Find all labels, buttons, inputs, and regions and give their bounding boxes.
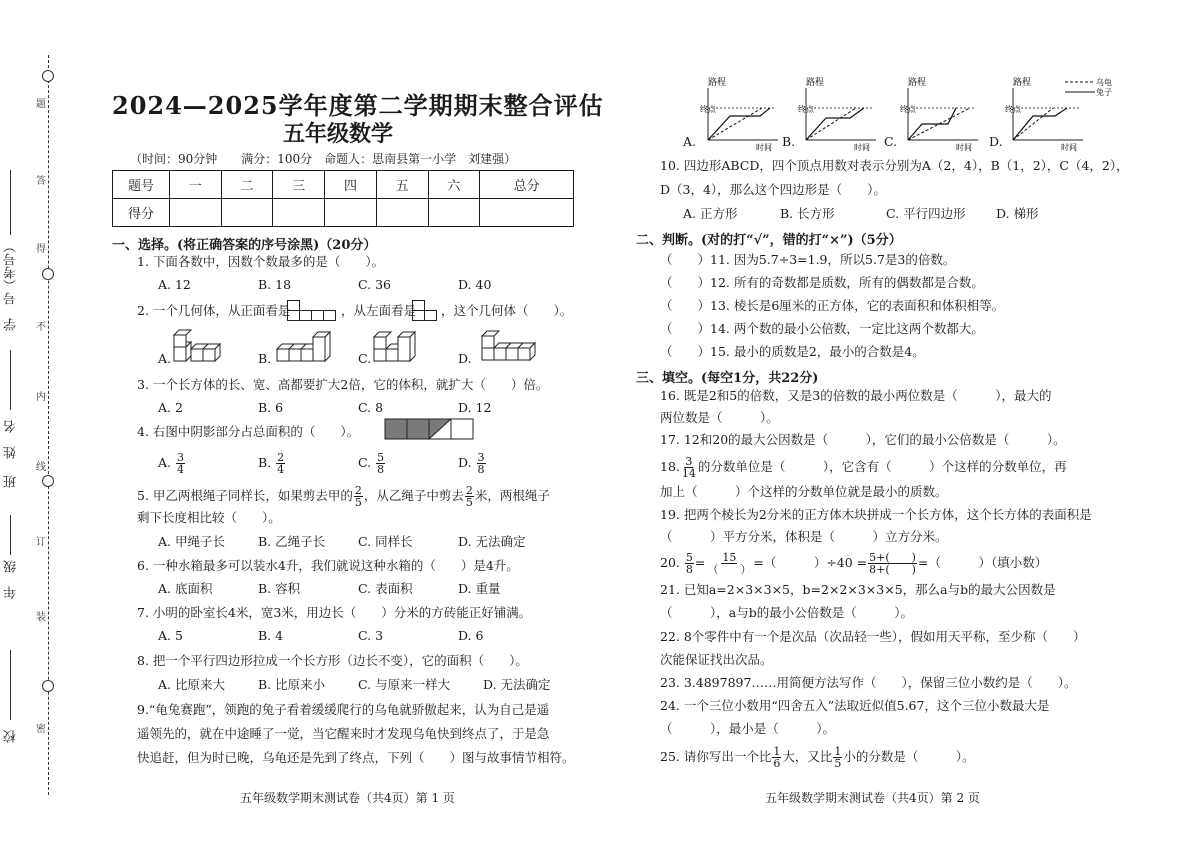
side-label-grade: 年 级: [4, 560, 19, 599]
q4-option-a[interactable]: [158, 452, 186, 475]
fill-19-line-1: 19. 把两个棱长为2分米的正方体木块拼成一个长方体，这个长方体的表面积是: [660, 507, 1092, 522]
fill-18-line-1: [660, 456, 1067, 479]
q1-option-c[interactable]: C. 36: [358, 277, 391, 292]
school-blank-line: [10, 650, 11, 720]
gutter-char: 密: [36, 724, 46, 735]
score-cell[interactable]: [428, 199, 480, 227]
graph-x-label: 时间: [756, 143, 772, 152]
denominator: 14: [681, 467, 696, 480]
q10-option-c[interactable]: C. 平行四边形: [886, 206, 966, 221]
fill-24-line-1: 24. 一个三位小数用“四舍五入”法取近似值5.67，这个三位小数最大是: [660, 698, 1050, 713]
score-cell[interactable]: [273, 199, 325, 227]
score-table-score-row: [113, 199, 574, 227]
q2-solid-d: [480, 330, 540, 368]
fill-25-text-a: 25. 请你写出一个比: [660, 749, 772, 764]
graph-y-label: 路程: [1013, 78, 1032, 88]
binding-hole: [42, 475, 54, 487]
side-label-student-id: 学 号（考号）: [4, 240, 19, 331]
q4-option-letter: B.: [258, 455, 272, 470]
page-footer-right: 五年级数学期末测试卷（共4页）第 2 页: [765, 791, 980, 805]
gutter-char: 线: [36, 462, 46, 473]
q4-option-b[interactable]: [258, 452, 286, 475]
graph-x-label: 时间: [956, 143, 972, 152]
fraction: [833, 746, 842, 769]
score-table-header-row: [113, 171, 574, 199]
gutter-char: 订: [36, 537, 46, 548]
question-9-line-3: 快追赶，但为时已晚，乌龟还是先到了终点，下列（ ）图与故事情节相符。: [137, 750, 575, 765]
judge-12[interactable]: （ ）12. 所有的奇数都是质数，所有的偶数都是合数。: [660, 275, 984, 290]
denominator: 8: [377, 463, 385, 476]
fill-21-line-2: （ ），a与b的最小公倍数是（ ）。: [660, 605, 913, 620]
q2-option-d[interactable]: D.: [458, 351, 472, 366]
score-cell[interactable]: [221, 199, 273, 227]
q4-option-d[interactable]: [458, 452, 487, 475]
graph-d: [1005, 76, 1115, 151]
q7-option-b[interactable]: B. 4: [258, 628, 284, 643]
binding-hole: [42, 680, 54, 692]
score-table-col: 六: [428, 171, 480, 199]
fill-17: 17. 12和20的最大公因数是（ ），它们的最小公倍数是（ ）。: [660, 432, 1066, 447]
left-view-figure: [412, 300, 440, 322]
denominator: 5: [834, 757, 842, 770]
fill-22-line-1: 22. 8个零件中有一个是次品（次品轻一些），假如用天平称，至少称（ ）: [660, 629, 1086, 644]
question-2-part-c: ，这个几何体（ ）。: [441, 303, 573, 318]
q4-option-letter: C.: [358, 455, 372, 470]
graph-y-label: 路程: [708, 78, 727, 88]
grade-blank-line: [10, 515, 11, 555]
fill-18-text: 的分数单位是（ ），它含有（ ）个这样的分数单位，再: [697, 459, 1067, 474]
q3-option-d[interactable]: D. 12: [458, 400, 492, 415]
q2-option-b[interactable]: B.: [258, 351, 272, 366]
fraction: [772, 746, 781, 769]
fill-21-line-1: 21. 已知a=2×3×3×5，b=2×2×3×3×5，那么a与b的最大公因数是: [660, 582, 1056, 597]
fraction: [868, 552, 917, 575]
denominator: 5: [354, 496, 362, 509]
question-2-part-a: 2. 一个几何体，从正面看是: [137, 303, 291, 318]
q3-option-c[interactable]: C. 8: [358, 400, 384, 415]
q2-solid-c: [372, 333, 432, 367]
numerator: 3: [685, 455, 693, 468]
question-9-line-2: 遥领先的，就在中途睡了一觉，当它醒来时才发现乌龟快到终点了，于是急: [137, 726, 550, 741]
section-2-heading: 二、判断。(对的打“√”，错的打“×”)（5分）: [636, 233, 902, 248]
fill-23: 23. 3.4897897……用简便方法写作（ ），保留三位小数约是（ ）。: [660, 675, 1077, 690]
numerator: 5: [377, 451, 385, 464]
fill-18-line-2: 加上（ ）个这样的分数单位就是最小的质数。: [660, 484, 948, 499]
fill-20-tail: =（ ）（填小数）: [917, 555, 1048, 570]
score-cell[interactable]: [480, 199, 574, 227]
gutter-char: 题: [36, 99, 46, 110]
page-footer-left: 五年级数学期末测试卷（共4页）第 1 页: [240, 791, 455, 805]
graph-end-label: 终点: [1005, 105, 1021, 114]
denominator: 5: [465, 496, 473, 509]
q1-option-d[interactable]: D. 40: [458, 277, 492, 292]
fill-25: [660, 746, 975, 769]
score-table-col: 总分: [480, 171, 574, 199]
binding-hole: [42, 268, 54, 280]
graph-y-label: 路程: [806, 78, 825, 88]
judge-11[interactable]: （ ）11. 因为5.7÷3=1.9，所以5.7是3的倍数。: [660, 252, 956, 267]
fraction: [685, 552, 694, 575]
section-3-heading: 三、填空。(每空1分，共22分): [636, 371, 819, 386]
fraction: [376, 452, 385, 475]
denominator: 6: [773, 757, 781, 770]
graph-end-label: 终点: [700, 105, 716, 114]
q8-option-d[interactable]: D. 无法确定: [483, 677, 551, 692]
graph-option-a[interactable]: A.: [683, 134, 697, 149]
fraction: [276, 452, 285, 475]
score-table-col: 一: [170, 171, 222, 199]
q4-option-c[interactable]: [358, 452, 386, 475]
score-table-label: 得分: [113, 199, 170, 227]
graph-end-label: 终点: [798, 105, 814, 114]
judge-15[interactable]: （ ）15. 最小的质数是2，最小的合数是4。: [660, 344, 925, 359]
graph-x-label: 时间: [854, 143, 870, 152]
side-label-school: 校: [4, 730, 19, 743]
graph-c: [900, 76, 985, 151]
id-blank-line: [10, 170, 11, 235]
score-cell[interactable]: [170, 199, 222, 227]
fill-19-line-2: （ ）平方分米，体积是（ ）立方分米。: [660, 529, 948, 544]
question-10-line-2: D（3，4），那么这个四边形是（ ）。: [660, 182, 886, 197]
judge-14[interactable]: （ ）14. 两个数的最小公倍数，一定比这两个数都大。: [660, 321, 984, 336]
numerator: 5+( ): [869, 551, 916, 564]
fill-20-number: 20.: [660, 555, 680, 570]
q5-text-a: 5. 甲乙两根绳子同样长，如果剪去甲的: [137, 488, 353, 503]
q6-option-c[interactable]: C. 表面积: [358, 581, 413, 596]
q5-option-b[interactable]: B. 乙绳子长: [258, 534, 326, 549]
denominator: 4: [177, 463, 184, 476]
legend-turtle: 乌龟: [1096, 78, 1112, 87]
numerator: 3: [477, 451, 485, 464]
q3-option-b[interactable]: B. 6: [258, 400, 284, 415]
denominator: 8+( ): [869, 563, 916, 576]
q4-option-letter: D.: [458, 455, 472, 470]
q10-option-b[interactable]: B. 长方形: [780, 206, 835, 221]
q2-option-c[interactable]: C.: [358, 351, 372, 366]
graph-option-d[interactable]: D.: [989, 134, 1003, 149]
gutter-char: 得: [36, 244, 46, 255]
q8-option-c[interactable]: C. 与原来一样大: [358, 677, 451, 692]
q2-option-a[interactable]: A.: [158, 351, 172, 366]
q1-option-b[interactable]: B. 18: [258, 277, 292, 292]
question-8: 8. 把一个平行四边形拉成一个长方形（边长不变），它的面积（ ）。: [137, 653, 528, 668]
numerator: 5: [685, 551, 693, 564]
fill-18-number: 18.: [660, 459, 680, 474]
fill-25-text-c: 小的分数是（ ）。: [843, 749, 975, 764]
denominator: 8: [685, 563, 693, 576]
exam-title: 2024—2025学年度第二学期期末整合评估: [112, 91, 604, 120]
q2-solid-b: [275, 333, 335, 367]
q5-text-b: ，从乙绳子中剪去: [363, 488, 464, 503]
graph-x-label: 时间: [1061, 143, 1077, 152]
q4-shaded-figure: [384, 418, 476, 442]
exam-subtitle: 五年级数学: [283, 121, 394, 147]
q5-option-c[interactable]: C. 同样长: [358, 534, 413, 549]
fill-16-line-2: 两位数是（ ）。: [660, 410, 779, 425]
question-5-line-1: [137, 485, 550, 508]
q5-text-c: 米，两根绳子: [474, 488, 550, 503]
denominator: 8: [477, 463, 485, 476]
graph-end-label: 终点: [900, 105, 916, 114]
side-label-name: 姓 名: [4, 420, 19, 459]
question-10-line-1: 10. 四边形ABCD，四个顶点用数对表示分别为A（2，4），B（1，2），C（4，2），: [660, 158, 1129, 173]
q5-option-d[interactable]: D. 无法确定: [458, 534, 526, 549]
fraction: [354, 485, 363, 508]
graph-option-c[interactable]: C.: [884, 134, 898, 149]
fraction: [477, 452, 486, 475]
numerator: 1: [834, 745, 842, 758]
gutter-char: 内: [36, 392, 46, 403]
section-1-heading: 一、选择。(将正确答案的序号涂黑)（20分）: [112, 238, 377, 253]
gutter-char: 答: [36, 176, 46, 187]
q7-option-a[interactable]: A. 5: [158, 628, 183, 643]
numerator: 1: [773, 745, 781, 758]
score-table-col: 四: [325, 171, 377, 199]
fill-24-line-2: （ ），最小是（ ）。: [660, 721, 836, 736]
side-label-class: 班: [4, 475, 19, 488]
graph-a: [700, 76, 785, 151]
numerator: 3: [177, 451, 184, 464]
question-6: 6. 一种水箱最多可以装水4升，我们就说这种水箱的（ ）是4升。: [137, 558, 519, 573]
fraction: [176, 452, 185, 475]
score-cell[interactable]: [325, 199, 377, 227]
score-table-col: 三: [273, 171, 325, 199]
q1-option-a[interactable]: A. 12: [158, 277, 191, 292]
fraction: [706, 552, 752, 575]
numerator: 2: [354, 484, 362, 497]
question-5-line-2: 剩下长度相比较（ ）。: [137, 510, 281, 525]
gutter-char: 不: [36, 322, 46, 333]
score-table-col: 二: [221, 171, 273, 199]
name-blank-line: [10, 350, 11, 410]
q3-option-a[interactable]: A. 2: [158, 400, 183, 415]
gutter-char: 装: [36, 612, 46, 623]
fraction: [465, 485, 474, 508]
fill-25-text-b: 大，又比: [782, 749, 833, 764]
fill-22-line-2: 次能保证找出次品。: [660, 652, 773, 667]
exam-meta: （时间：90分钟 满分：100分 命题人：思南县第一小学 刘建强）: [130, 152, 517, 166]
question-3: 3. 一个长方体的长、宽、高都要扩大2倍，它的体积，就扩大（ ）倍。: [137, 377, 549, 392]
q6-option-a[interactable]: A. 底面积: [158, 581, 213, 596]
binding-hole: [42, 70, 54, 82]
q2-solid-a: [172, 333, 232, 367]
question-9-line-1: 9.“龟兔赛跑”，领跑的兔子看着缓缓爬行的乌龟就骄傲起来，认为自己是遥: [137, 702, 550, 717]
score-table-label: 题号: [113, 171, 170, 199]
graph-y-label: 路程: [908, 78, 927, 88]
score-table-col: 五: [376, 171, 428, 199]
numerator: 2: [277, 451, 285, 464]
graph-b: [798, 76, 883, 151]
question-4: 4. 右图中阴影部分占总面积的（ ）。: [137, 424, 360, 439]
question-2-part-b: ，从左面看是: [341, 303, 417, 318]
denominator: （ ）: [707, 563, 752, 576]
numerator: 2: [465, 484, 473, 497]
q10-option-d[interactable]: D. 梯形: [996, 206, 1039, 221]
fill-20: 20. $\frac{5}{8}$ = $\frac{15}{( )}$ =（ ）÷40 = $\frac{5+( )}{8+( )}$ =（ ）（填小数）: [660, 551, 1048, 576]
q7-option-c[interactable]: C. 3: [358, 628, 384, 643]
q8-option-b[interactable]: B. 比原来小: [258, 677, 326, 692]
numerator: 15: [722, 551, 737, 564]
q5-option-a[interactable]: A. 甲绳子长: [158, 534, 225, 549]
score-table: [112, 170, 574, 227]
fraction: [681, 456, 697, 479]
fill-16-line-1: 16. 既是2和5的倍数，又是3的倍数的最小两位数是（ ），最大的: [660, 388, 1052, 403]
fill-20-middle: =（ ）÷40 =: [753, 555, 868, 570]
q10-option-a[interactable]: A. 正方形: [683, 206, 738, 221]
q4-option-letter: A.: [158, 455, 172, 470]
legend-rabbit: 兔子: [1096, 88, 1112, 97]
q7-option-d[interactable]: D. 6: [458, 628, 484, 643]
q8-option-a[interactable]: A. 比原来大: [158, 677, 225, 692]
front-view-figure: [287, 300, 339, 322]
question-7: 7. 小明的卧室长4米，宽3米，用边长（ ）分米的方砖能正好铺满。: [137, 605, 532, 620]
q6-option-d[interactable]: D. 重量: [458, 581, 501, 596]
graph-option-b[interactable]: B.: [782, 134, 796, 149]
q6-option-b[interactable]: B. 容积: [258, 581, 301, 596]
judge-13[interactable]: （ ）13. 棱长是6厘米的正方体，它的表面积和体积相等。: [660, 298, 1005, 313]
question-1: 1. 下面各数中，因数个数最多的是（ ）。: [137, 254, 385, 269]
score-cell[interactable]: [376, 199, 428, 227]
denominator: 4: [277, 463, 285, 476]
